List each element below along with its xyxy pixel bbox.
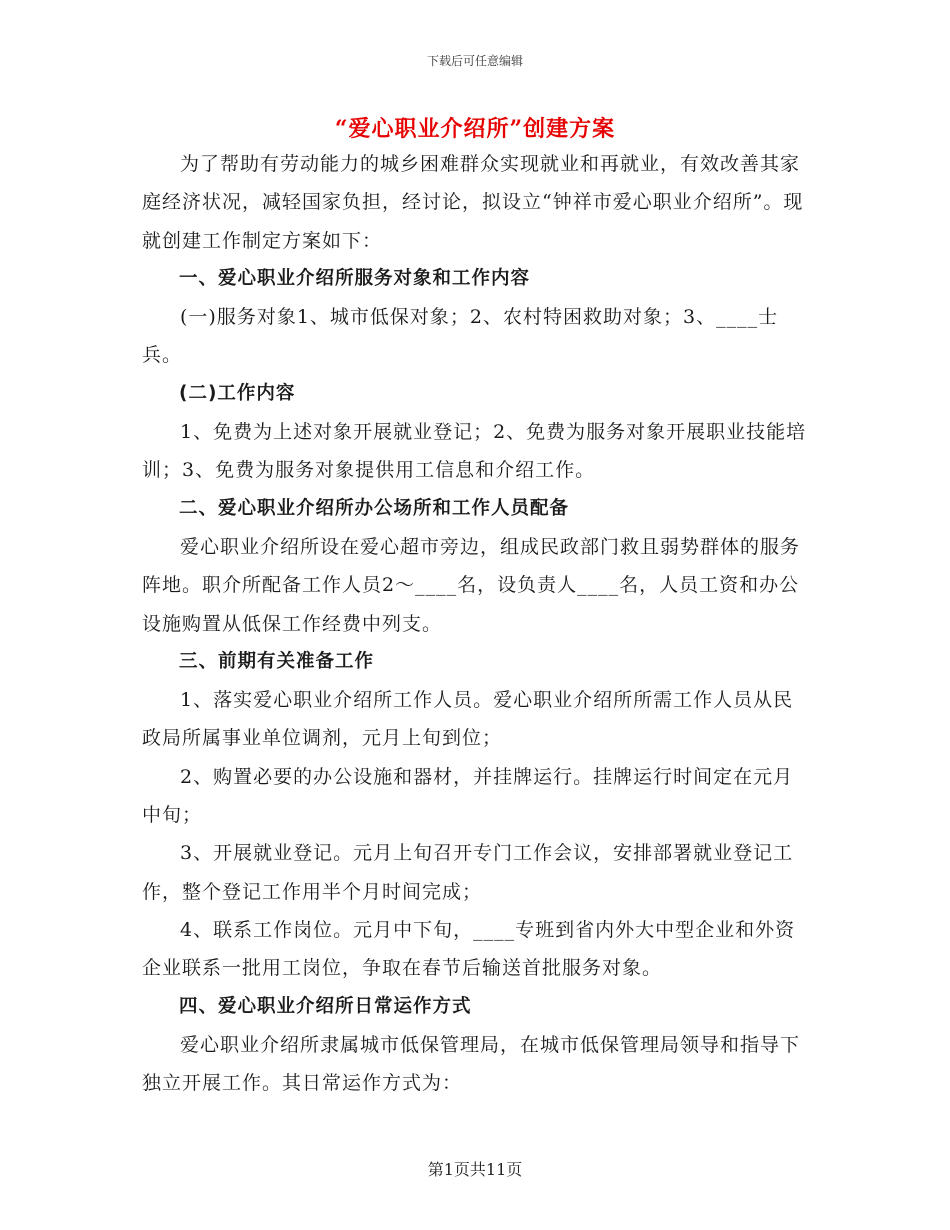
paragraph-operation: 爱心职业介绍所隶属城市低保管理局，在城市低保管理局领导和指导下独立开展工作。其日常运作方式为： — [142, 1033, 801, 1095]
section-heading-3: 三、前期有关准备工作 — [179, 650, 375, 672]
paragraph-prep-1: 1、落实爱心职业介绍所工作人员。爱心职业介绍所所需工作人员从民政局所属事业单位调剂，元月上旬到位； — [142, 689, 794, 750]
page-header-note: 下载后可任意编辑 — [426, 54, 523, 68]
section-heading-4: 四、爱心职业介绍所日常运作方式 — [179, 995, 472, 1017]
document-body — [142, 145, 812, 1102]
paragraph-service-targets: (一)服务对象1、城市低保对象；2、农村特困救助对象；3、____士兵。 — [142, 306, 779, 367]
paragraph-prep-4: 4、联系工作岗位。元月中下旬，____专班到省内外大中型企业和外资企业联系一批用工岗位，争取在春节后输送首批服务对象。 — [142, 918, 796, 980]
paragraph-prep-3: 3、开展就业登记。元月上旬召开专门工作会议，安排部署就业登记工作，整个登记工作用半个月时间完成； — [142, 842, 794, 903]
paragraph-work-content: 1、免费为上述对象开展就业登记；2、免费为服务对象开展职业技能培训；3、免费为服务对象提供用工信息和介绍工作。 — [142, 421, 807, 482]
paragraph-office-staff: 爱心职业介绍所设在爱心超市旁边，组成民政部门救且弱势群体的服务阵地。职介所配备工作人员2～____名，设负责人____名，人员工资和办公设施购置从低保工作经费中列支。 — [142, 535, 801, 635]
section-heading-1: 一、爱心职业介绍所服务对象和工作内容 — [179, 267, 531, 289]
paragraph-prep-2: 2、购置必要的办公设施和器材，并挂牌运行。挂牌运行时间定在元月中旬； — [142, 765, 794, 827]
section-heading-2: 二、爱心职业介绍所办公场所和工作人员配备 — [179, 497, 570, 519]
page-footer-number: 第1页共11页 — [427, 1160, 523, 1179]
document-title: “爱心职业介绍所”创建方案 — [334, 116, 616, 142]
intro-paragraph: 为了帮助有劳动能力的城乡困难群众实现就业和再就业，有效改善其家庭经济状况，减轻国家负担，经讨论，拟设立“钟祥市爱心职业介绍所”。现就创建工作制定方案如下： — [142, 153, 804, 252]
subsection-heading-work-content: (二)工作内容 — [179, 382, 296, 404]
